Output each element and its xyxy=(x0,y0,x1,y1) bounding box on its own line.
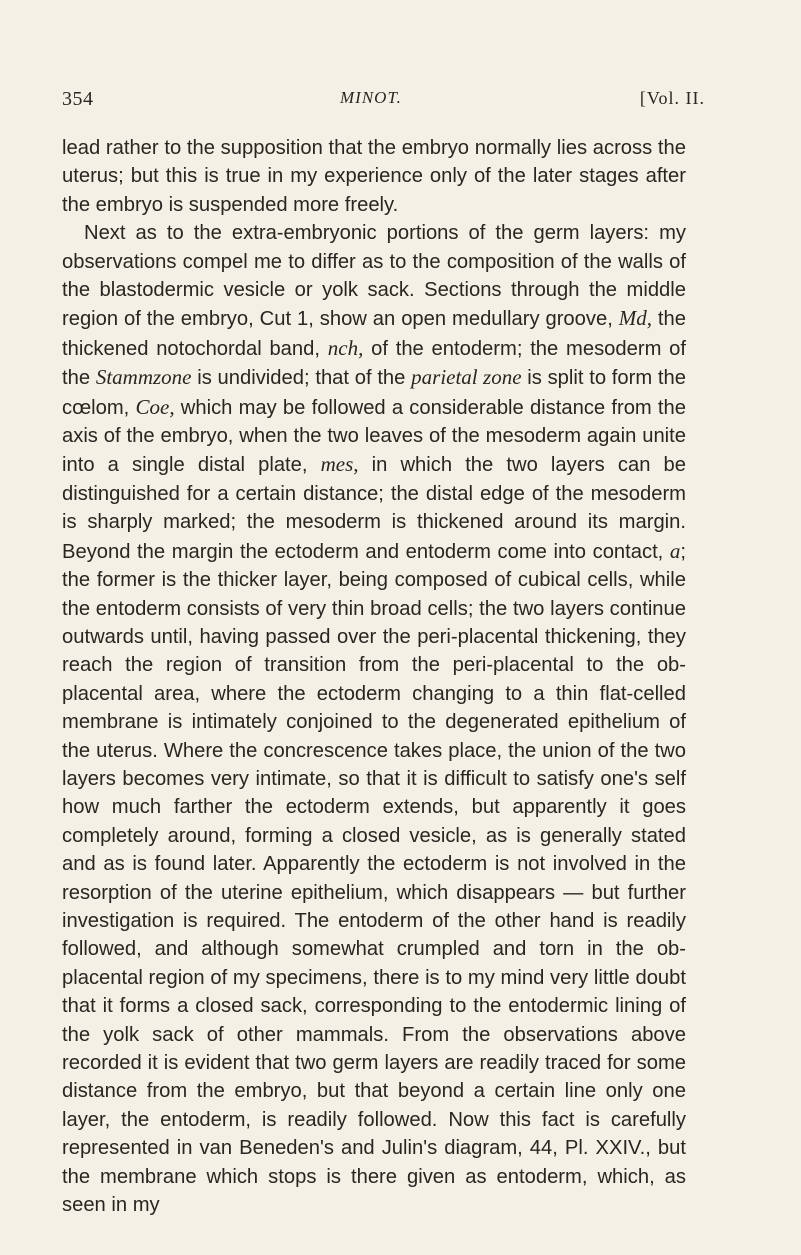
italic-term: Stammzone xyxy=(95,365,192,390)
paragraph-text: of the entoderm; the mesoderm of the xyxy=(62,337,686,390)
paragraph-text: is undivided; that of the xyxy=(191,367,412,390)
volume-label: [Vol. II. xyxy=(639,88,705,108)
italic-term: nch, xyxy=(327,335,364,360)
paragraph-2 xyxy=(62,219,686,1219)
paragraph-text: in which the two layers can be distinguished for a certain distance; the distal edge of the mesoderm is sharply marked; the mesoderm is thickened around its margin. Beyond the margin the ectoderm and entoderm come into contact, xyxy=(62,454,686,563)
paragraph-text: the thickened notochordal band, xyxy=(62,308,686,360)
paragraph-text: Next as to the extra-embryonic portions of the germ layers: my observations compel me to differ as to the composition of the walls of the blastodermic vesicle or yolk sack. Sections through the middle region of the embryo, Cut 1, show an open medullary groove, xyxy=(62,222,686,331)
paragraph-text: ; the former is the thicker layer, being composed of cubical cells, while the entoderm consists of very thin broad cells; the two layers continue outwards until, having passed over the peri-placental thickening, they reach the region of transition from the peri-placental to the ob-placental area, where the ectoderm changing to a thin flat-celled membrane is intimately conjoined to the degenerated epithelium of the uterus. Where the concrescence takes place, the union of the two layers becomes very intimate, so that it is difficult to satisfy one's self how much farther the ectoderm extends, but apparently it goes completely around, forming a closed vesicle, as is generally stated and as is found later. Apparently the ectoderm is not involved in the resorption of the uterine epithelium, which disappears — but further investigation is required. The entoderm of the other hand is readily followed, and although somewhat crumpled and torn in the ob-placental region of my specimens, there is to my mind very little doubt that it forms a closed sack, corresponding to the entodermic lining of the yolk sack of other mammals. From the observations above recorded it is evident that two germ layers are readily traced for some distance from the embryo, but that beyond a certain line only one layer, the entoderm, is readily followed. Now this fact is carefully represented in van Beneden's and Julin's diagram, 44, Pl. XXIV., but the membrane which stops is there given as entoderm, which, as seen in my xyxy=(62,540,686,1217)
paragraph-1 xyxy=(62,134,686,219)
italic-term: Coe, xyxy=(135,394,175,419)
italic-term: Md, xyxy=(618,306,652,331)
italic-term: parietal zone xyxy=(411,365,522,390)
paragraph-text: which may be followed a considerable distance from the axis of the embryo, when the two leaves of the mesoderm again unite into a single distal plate, xyxy=(62,396,686,477)
running-title: MINOT. xyxy=(340,88,402,107)
running-head xyxy=(62,88,705,116)
page-number: 354 xyxy=(62,88,94,110)
italic-term: a xyxy=(669,538,681,563)
paragraph-text: is split to form the cœlom, xyxy=(62,367,686,419)
italic-term: mes, xyxy=(320,452,359,477)
body-text xyxy=(62,134,686,1219)
paragraph-text: lead rather to the supposition that the embryo normally lies across the uterus; but this is true in my experience only of the later stages after the embryo is suspended more freely. xyxy=(62,137,686,216)
